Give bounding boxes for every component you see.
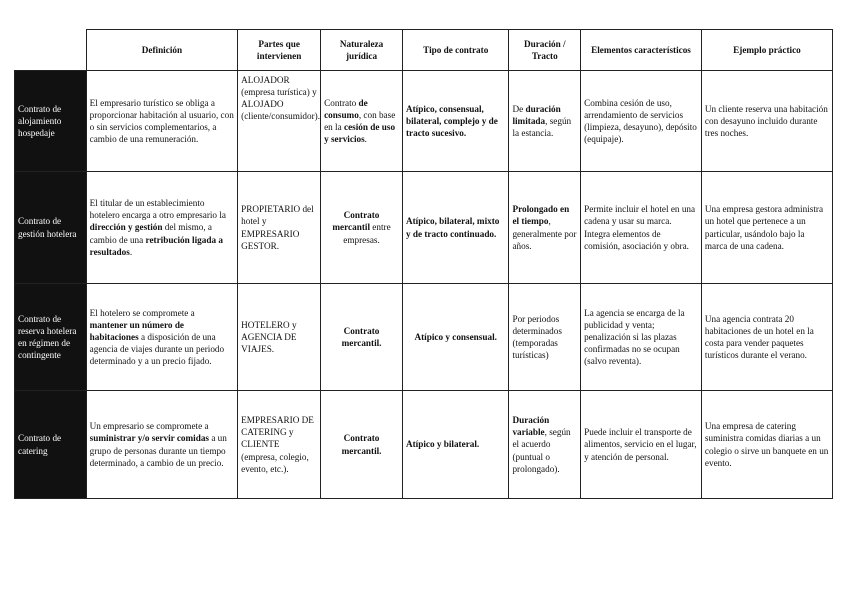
cell-ejemplo: Un cliente reserva una habitación con desayuno incluido durante tres noches. [701,71,832,172]
cell-tipo: Atípico, bilateral, mixto y de tracto continuado. [402,172,508,284]
cell-definicion: El hotelero se compromete a mantener un número de habitaciones a disposición de una agencia de viajes durante un periodo determinado y a un precio fijado. [86,284,238,391]
cell-definicion: El empresario turístico se obliga a proporcionar habitación al usuario, con o sin servicios complementarios, a cambio de una remuneración. [86,71,238,172]
cell-partes: HOTELERO y AGENCIA DE VIAJES. [238,284,321,391]
cell-definicion: Un empresario se compromete a suministrar y/o servir comidas a un grupo de personas durante un tiempo determinado, a cambio de un precio. [86,391,238,499]
header-row [15,30,833,71]
cell-naturaleza: Contrato mercantil entre empresas. [321,172,403,284]
header-elementos: Elementos característicos [581,30,702,71]
cell-duracion: Duración variable, según el acuerdo (puntual o prolongado). [509,391,581,499]
cell-elementos: La agencia se encarga de la publicidad y venta; penalización si las plazas confirmadas no se ocupan (salvo reventa). [581,284,702,391]
table-row [15,71,833,172]
row-title: Contrato de reserva hotelera en régimen de contingente [15,284,87,391]
header-ejemplo: Ejemplo práctico [701,30,832,71]
cell-duracion: De duración limitada, según la estancia. [509,71,581,172]
cell-ejemplo: Una empresa de catering suministra comidas diarias a un colegio o sirve un banquete en un evento. [701,391,832,499]
cell-tipo: Atípico y consensual. [402,284,508,391]
cell-elementos: Permite incluir el hotel en una cadena y usar su marca. Integra elementos de comisión, asociación y obra. [581,172,702,284]
contracts-table [14,29,833,499]
cell-ejemplo: Una empresa gestora administra un hotel que pertenece a un particular, usándolo bajo la marca de una cadena. [701,172,832,284]
cell-duracion: Prolongado en el tiempo, generalmente por años. [509,172,581,284]
cell-naturaleza: Contrato mercantil. [321,284,403,391]
header-definicion: Definición [86,30,238,71]
table-row [15,172,833,284]
cell-ejemplo: Una agencia contrata 20 habitaciones de un hotel en la costa para vender paquetes turísticos durante el verano. [701,284,832,391]
cell-partes: ALOJADOR (empresa turística) y ALOJADO (cliente/consumidor). [238,71,321,172]
row-title: Contrato de gestión hotelera [15,172,87,284]
cell-definicion: El titular de un establecimiento hotelero encarga a otro empresario la dirección y gestión del mismo, a cambio de una retribución ligada a resultados. [86,172,238,284]
cell-partes: EMPRESARIO DE CATERING y CLIENTE (empresa, colegio, evento, etc.). [238,391,321,499]
header-corner [15,30,87,71]
table-row [15,391,833,499]
cell-elementos: Puede incluir el transporte de alimentos, servicio en el lugar, y atención de personal. [581,391,702,499]
cell-elementos: Combina cesión de uso, arrendamiento de servicios (limpieza, desayuno), depósito (equipaje). [581,71,702,172]
row-title: Contrato de catering [15,391,87,499]
cell-tipo: Atípico, consensual, bilateral, complejo y de tracto sucesivo. [402,71,508,172]
header-duracion: Duración / Tracto [509,30,581,71]
table-row [15,284,833,391]
cell-naturaleza: Contrato mercantil. [321,391,403,499]
header-tipo: Tipo de contrato [402,30,508,71]
cell-tipo: Atípico y bilateral. [402,391,508,499]
header-naturaleza: Naturaleza jurídica [321,30,403,71]
cell-naturaleza: Contrato de consumo, con base en la cesión de uso y servicios. [321,71,403,172]
row-title: Contrato de alojamiento hospedaje [15,71,87,172]
cell-duracion: Por periodos determinados (temporadas turísticas) [509,284,581,391]
cell-partes: PROPIETARIO del hotel y EMPRESARIO GESTOR. [238,172,321,284]
header-partes: Partes que intervienen [238,30,321,71]
